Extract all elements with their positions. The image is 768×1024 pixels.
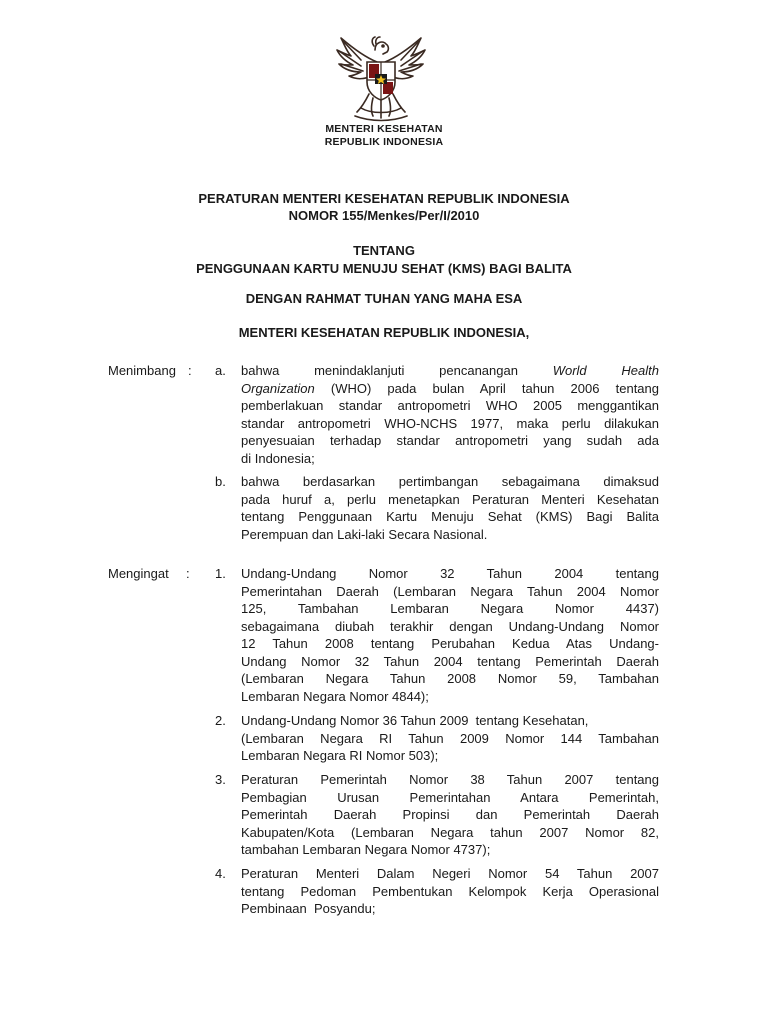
institution-name <box>300 123 468 149</box>
institution-line2: REPUBLIK INDONESIA <box>324 136 444 148</box>
item-line: Pembinaan Posyandu; <box>241 901 376 916</box>
item-line: Lembaran Negara Nomor 4844); <box>241 688 429 704</box>
regulation-number: NOMOR 155/Menkes/Per/I/2010 <box>288 208 480 223</box>
item-line: bahwa berdasarkan pertimbangan sebagaimana dimaksud <box>241 474 659 489</box>
item-line: sebagaimana diubah terakhir dengan Undang-Undang Nomor <box>241 618 659 634</box>
item-line: penyesuaian terhadap standar antropometri yang sudah ada <box>241 433 659 448</box>
item-line: 12 Tahun 2008 tentang Perubahan Kedua Atas Undang- <box>241 636 659 651</box>
item-marker: 3. <box>215 772 226 787</box>
item-line: Pembagian Urusan Pemerintahan Antara Pemerintah, <box>241 789 659 805</box>
item-line: Undang-Undang Nomor 32 Tahun 2004 tentang <box>241 566 659 581</box>
menimbang-item-a <box>215 362 659 467</box>
institution-line1: MENTERI KESEHATAN <box>325 123 443 135</box>
item-line: bahwa menindaklanjuti pencanangan World Health <box>241 363 660 378</box>
item-line: Peraturan Menteri Dalam Negeri Nomor 54 Tahun 2007 <box>241 866 659 881</box>
invocation: DENGAN RAHMAT TUHAN YANG MAHA ESA <box>245 291 523 306</box>
item-line: Kabupaten/Kota (Lembaran Negara tahun 2007 Nomor 82, <box>241 824 659 840</box>
item-line: pada huruf a, perlu menetapkan Peraturan Menteri Kesehatan <box>241 491 659 507</box>
menimbang-colon: : <box>188 363 192 378</box>
item-line: pemberlakuan standar antropometri WHO 2005 menggantikan <box>241 398 659 413</box>
item-line: Undang-Undang Nomor 36 Tahun 2009 tentang Kesehatan, <box>241 713 589 728</box>
item-line: Organization (WHO) pada bulan April tahun 2006 tentang <box>241 380 659 396</box>
item-marker: 1. <box>215 566 226 581</box>
mengingat-item-2 <box>215 712 659 765</box>
menimbang-label: Menimbang <box>108 363 176 378</box>
item-line: Perempuan dan Laki-laki Secara Nasional. <box>241 526 488 542</box>
item-marker: a. <box>215 363 226 378</box>
menimbang-item-b <box>215 473 659 543</box>
mengingat-item-3 <box>215 771 659 859</box>
mengingat-colon: : <box>186 566 190 581</box>
item-line: tambahan Lembaran Negara Nomor 4737); <box>241 842 491 857</box>
item-line: Peraturan Pemerintah Nomor 38 Tahun 2007 tentang <box>241 772 659 787</box>
garuda-emblem-icon <box>331 32 431 124</box>
item-line: (Lembaran Negara Tahun 2008 Nomor 59, Tambahan <box>241 671 659 686</box>
mengingat-item-4 <box>215 865 659 918</box>
item-line: tentang Pedoman Pembentukan Kelompok Kerja Operasional <box>241 883 659 899</box>
item-line: Pemerintah Daerah Propinsi dan Pemerintah Daerah <box>241 807 659 822</box>
item-line: Undang Nomor 32 Tahun 2004 tentang Pemerintah Daerah <box>241 653 659 669</box>
item-line: tentang Penggunaan Kartu Menuju Sehat (KMS) Bagi Balita <box>241 509 659 524</box>
item-line: (Lembaran Negara RI Tahun 2009 Nomor 144 Tambahan <box>241 730 659 746</box>
mengingat-item-1 <box>215 565 659 705</box>
item-line: standar antropometri WHO-NCHS 1977, maka perlu dilakukan <box>241 415 659 431</box>
regulation-subject: PENGGUNAAN KARTU MENUJU SEHAT (KMS) BAGI BALITA <box>196 261 572 276</box>
item-line: di Indonesia; <box>241 450 315 466</box>
item-line: Lembaran Negara RI Nomor 503); <box>241 748 439 763</box>
item-line: Pemerintahan Daerah (Lembaran Negara Tahun 2004 Nomor <box>241 583 659 599</box>
item-line: 125, Tambahan Lembaran Negara Nomor 4437) <box>241 601 659 616</box>
mengingat-label: Mengingat <box>108 566 169 581</box>
item-marker: 2. <box>215 713 226 728</box>
authority-heading: MENTERI KESEHATAN REPUBLIK INDONESIA, <box>238 325 530 340</box>
item-marker: b. <box>215 474 226 489</box>
item-marker: 4. <box>215 866 226 881</box>
regulation-title: PERATURAN MENTERI KESEHATAN REPUBLIK INDONESIA <box>198 191 570 206</box>
tentang-heading: TENTANG <box>353 243 415 258</box>
